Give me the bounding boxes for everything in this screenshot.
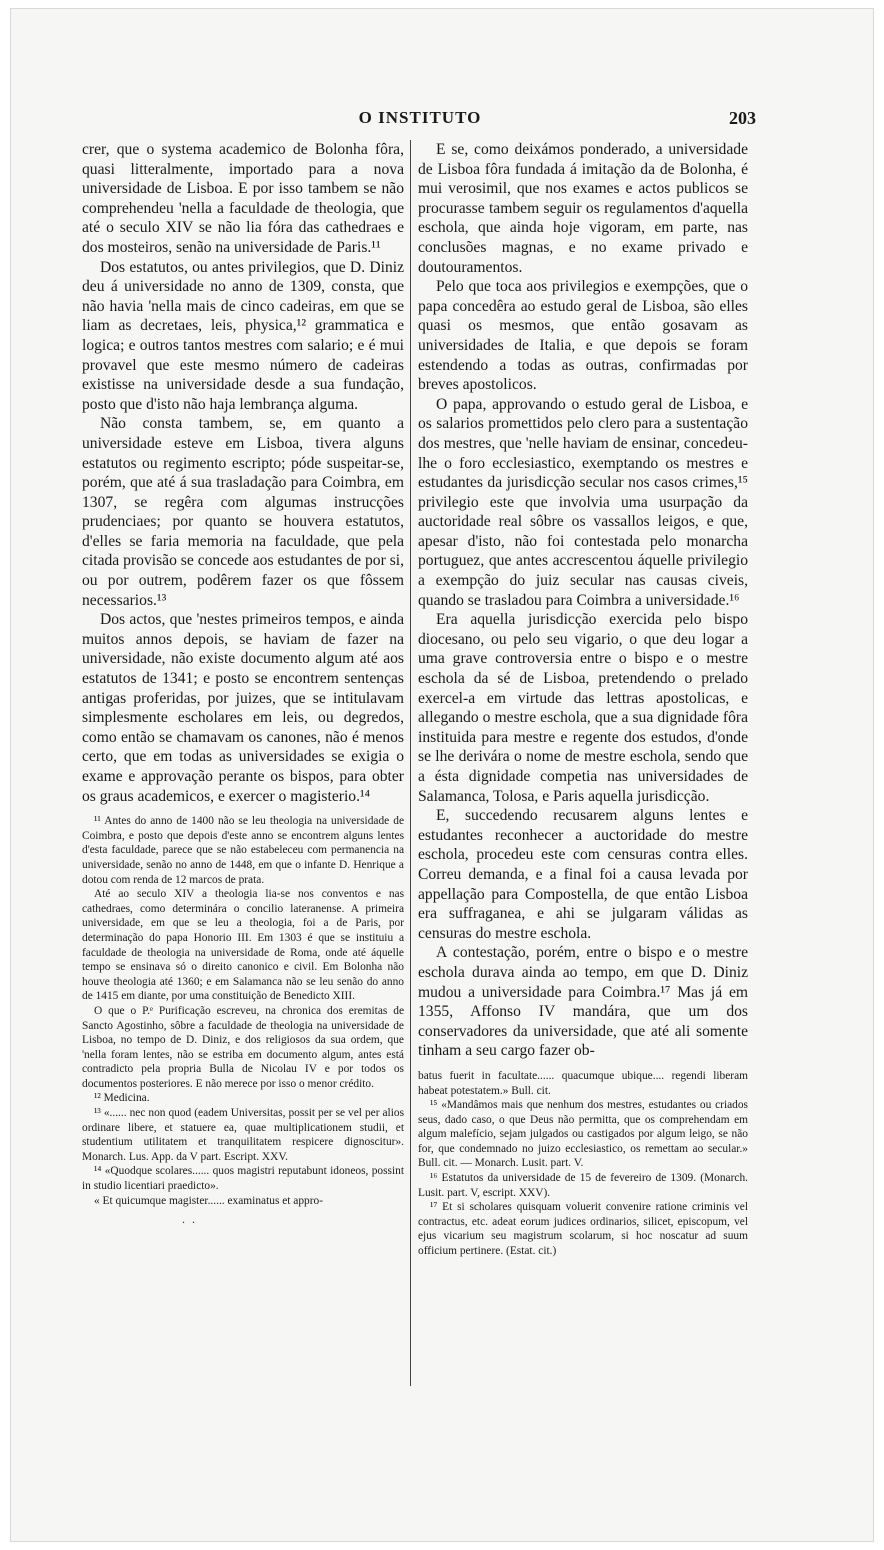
footnote: ¹⁶ Estatutos da universidade de 15 de fevereiro de 1309. (Monarch. Lusit. part. V, escript. XXV). — [418, 1172, 748, 1199]
right-column — [418, 140, 748, 1259]
page-sheet — [10, 8, 874, 1542]
footnote: ¹⁵ «Mandâmos mais que nenhum dos mestres, estudantes ou criados seus, dado caso, o que Deus não permitta, que os comprehendam em algum malefício, sejam julgados ou castigados por algum leigo, se não for, que condemnado no juizo ecclesiastico, os remettam ao secular.» Bull. cit. — Monarch. Lusit. part. V. — [418, 1099, 748, 1170]
body-paragraph: Dos actos, que 'nestes primeiros tempos, e ainda muitos annos depois, se haviam de fazer na universidade, não existe documento algum até aos estatutos de 1341; e posto se encontrem sentenças antigas proferidas, por juizes, que se intitulavam simplesmente escholares em leis, ou degredos, como então se chamavam os canones, não é menos certo, que em todas as universidades se exigia o exame e approvação perante os bispos, para obter os graus academicos, e exercer o magisterio.¹⁴ — [82, 611, 404, 805]
body-paragraph: A contestação, porém, entre o bispo e o mestre eschola durava ainda ao tempo, em que D. Diniz mudou a universidade para Coimbra.¹⁷ Mas já em 1355, Affonso IV mandára, que um dos conservadores da universidade, que até ali somente tinham a seu cargo fazer ob- — [418, 944, 748, 1060]
footnotes-right — [418, 1069, 748, 1259]
trailing-dots: . . — [182, 1212, 197, 1227]
footnote: ¹⁴ «Quodque scolares...... quos magistri reputabunt idoneos, possint in studio licentiari praedicto». — [82, 1165, 404, 1193]
left-column — [82, 140, 404, 1226]
footnote: Até ao seculo XIV a theologia lia-se nos conventos e nas cathedraes, como determinára o concilio lateranense. A primeira universidade, em que se leu a theologia, foi a de Paris, por determinação do papa Honorio III. Em 1303 é que se instituiu a faculdade de theologia na universidade de Roma, onde até áquelle tempo se ensinava só o direito canonico e civil. Em Bolonha não houve theologia até 1360; e em Salamanca não se leu senão do anno de 1415 em diante, por uma constituição de Benedicto XIII. — [82, 888, 404, 1003]
body-paragraph: Era aquella jurisdicção exercida pelo bispo diocesano, ou pelo seu vigario, o que deu logar a uma grave controversia entre o bispo e o mestre eschola da sé de Lisboa, pretendendo o prelado exercel-a em virtude das lettras apostolicas, e allegando o mestre eschola, que a sua dignidade fôra instituida para mestre e regente dos estudos, d'onde se lhe derivára o nome de mestre eschola, sendo que a ésta dignidade competia nas universidades de Salamanca, Tolosa, e Paris aquella jurisdicção. — [418, 611, 748, 805]
body-paragraph: Não consta tambem, se, em quanto a universidade esteve em Lisboa, tivera alguns estatutos ou regimento escripto; póde suspeitar-se, porém, que até á sua trasladação para Coimbra, em 1307, se regêra com algumas instrucções prudenciaes; por quanto se houvera estatutos, d'elles se faria memoria na faculdade, que pela citada provisão se concede aos estudantes de por si, ou por outrem, podêrem fazer os que fôssem necessarios.¹³ — [82, 415, 404, 609]
footnotes-left — [82, 814, 404, 1208]
footnote: ¹⁷ Et si scholares quisquam voluerit convenire ratione criminis vel contractus, etc. adeat eorum judices ordinarios, silicet, episcopum, vel ejus vicarium seu magistrum scolarum, si hoc noscatur ad suum officium pertinere. (Estat. cit.) — [418, 1201, 748, 1258]
running-head-title: O INSTITUTO — [358, 108, 482, 127]
footnote: ¹¹ Antes do anno de 1400 não se leu theologia na universidade de Coimbra, e posto que depois d'este anno se encontrem alguns lentes d'esta faculdade, parece que se não estabeleceu com permanencia na universidade, senão no anno de 1448, em que o infante D. Henrique a dotou com renda de 12 marcos de prata. — [82, 815, 404, 886]
body-paragraph: Pelo que toca aos privilegios e exempções, que o papa concedêra ao estudo geral de Lisboa, são elles quasi os mesmos, que então gosavam as universidades de Italia, e que depois se foram estendendo a todas as outras, confirmadas por breves apostolicos. — [418, 278, 748, 394]
body-paragraph: E se, como deixámos ponderado, a universidade de Lisboa fôra fundada á imitação da de Bolonha, é mui verosimil, que nos exames e actos publicos se procurasse tambem seguir os regulamentos d'aquella eschola, que ainda hoje vigoram, em parte, nas conclusões magnas, e no exame privado e doutouramentos. — [418, 141, 748, 276]
page-number: 203 — [729, 108, 756, 128]
footnote: batus fuerit in facultate...... quacumque ubique.... regendi liberam habeat potestatem.» Bull. cit. — [418, 1069, 748, 1097]
body-paragraph: crer, que o systema academico de Bolonha fôra, quasi litteralmente, importado para a nova universidade de Lisboa. E por isso tambem se não comprehendeu 'nella a faculdade de theologia, que até o seculo XIV se não lia fóra das cathedraes e dos mosteiros, senão na universidade de Paris.¹¹ — [82, 141, 404, 256]
body-paragraph: O papa, approvando o estudo geral de Lisboa, e os salarios promettidos pelo clero para a sustentação dos mestres, que 'nelle haviam de ensinar, concedeu-lhe o foro ecclesiastico, exemptando os mestres e estudantes da jurisdicção secular nos casos crimes,¹⁵ privilegio este que involvia uma usurpação da auctoridade real sôbre os vassallos leigos, e que, apesar d'isto, não foi contestada pelo monarcha portuguez, que antes accrescentou áquelle privilegio a exempção do juiz secular nas causas civeis, quando se trasladou para Coimbra a universidade.¹⁶ — [418, 395, 748, 609]
column-rule — [410, 140, 411, 1386]
body-paragraph: E, succedendo recusarem alguns lentes e estudantes reconhecer a auctoridade do mestre eschola, procedeu este com censuras contra elles. Correu demanda, e a final foi a causa levada por appellação para Compostella, de que então Lisboa era suffraganea, e ahi se julgaram válidas as censuras do mestre eschola. — [418, 807, 748, 942]
footnote: O que o P.ᵉ Purificação escreveu, na chronica dos eremitas de Sancto Agostinho, sôbre a faculdade de theologia na universidade de Lisboa, no tempo de D. Diniz, e dos religiosos da sua ordem, que 'nella foram lentes, não se estriba em documento algum, antes está contradicto pela propria Bulla de Nicolau IV e por todos os documentos posteriores. E não merece por isso o menor crédito. — [82, 1004, 404, 1090]
body-paragraph: Dos estatutos, ou antes privilegios, que D. Diniz deu á universidade no anno de 1309, consta, que não havia 'nella mais de cinco cadeiras, em que se liam as decretaes, leis, physica,¹² grammatica e logica; e outros tantos mestres com salario; e é mui provavel que este mesmo número de cadeiras existisse na universidade desde a sua fundação, posto que d'isto não haja lembrança alguma. — [82, 258, 404, 413]
footnote: ¹³ «...... nec non quod (eadem Universitas, possit per se vel per alios ordinare libere, et statuere ea, quae multiplicationem studii, et studentium utilitatem et tranquilitatem respicere dignoscitur». Monarch. Lus. App. da V part. Escript. XXV. — [82, 1107, 404, 1163]
footnote: « Et quicumque magister...... examinatus et appro- — [94, 1194, 324, 1207]
footnote: ¹² Medicina. — [94, 1092, 150, 1105]
